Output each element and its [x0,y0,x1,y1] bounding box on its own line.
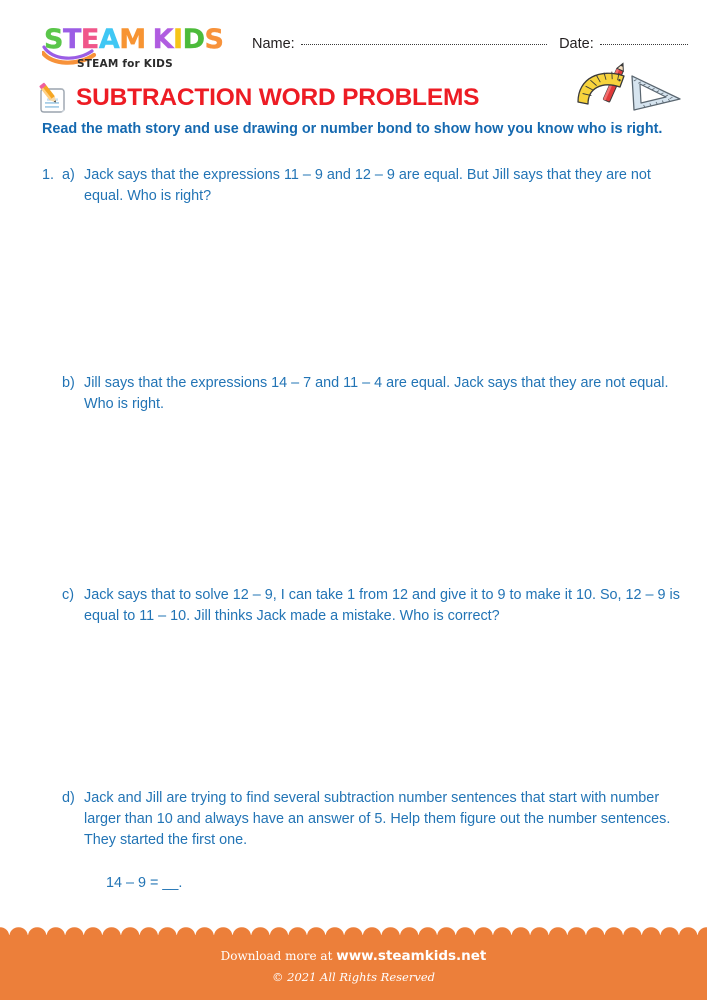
question-text: Jack says that to solve 12 – 9, I can take 1 from 12 and give it to 9 to make it 10. So, 12 – 9 is equal to 11 – 10. Jill thinks Jack made a mistake. Who is correct? [84,587,680,624]
question-text: Jack says that the expressions 11 – 9 and 12 – 9 are equal. But Jill says that they are not equal. Who is right? [84,167,651,204]
logo-letter-a-3: A [98,24,120,55]
question-1d [42,788,682,894]
footer-copyright: © 2021 All Rights Reserved [271,970,435,984]
question-letter: b) [62,375,75,391]
question-letter: c) [62,587,74,603]
date-label: Date: [559,36,594,52]
date-input-line[interactable] [600,43,688,45]
page-footer [0,935,707,1000]
name-label: Name: [252,36,295,52]
footer-download-line [0,947,707,966]
worksheet-title-row [36,78,479,118]
question-1b [42,373,682,415]
question-text: Jack and Jill are trying to find several subtraction number sentences that start with number larger than 10 and always have an answer of 5. Help them figure out the number sentences. They started the first one. [84,790,671,848]
question-1a [42,165,682,207]
footer-download-text: Download more at [220,949,333,963]
logo-letter-k-5: K [152,24,174,55]
question-number: 1. [42,167,55,183]
page-title: SUBTRACTION WORD PROBLEMS [76,84,480,111]
footer-content [0,935,707,987]
steam-kids-logo [44,26,234,72]
name-date-fields [252,36,692,60]
logo-letter-e-2: E [80,24,99,55]
question-text: Jill says that the expressions 14 – 7 and 11 – 4 are equal. Jack says that they are not equal. Who is right. [84,375,669,412]
instructions-text: Read the math story and use drawing or number bond to show how you know who is right. [42,121,663,137]
name-input-line[interactable] [301,43,547,45]
logo-wordmark [44,26,223,53]
logo-letter-i-6: I [173,24,183,55]
logo-letter-m-4: M [119,24,146,55]
footer-website-link[interactable]: www.steamkids.net [336,948,487,964]
logo-letter-s-0: S [44,24,63,55]
logo-tagline: STEAM for KIDS [77,58,173,70]
question-letter: d) [62,790,75,806]
logo-word-gap [146,26,153,53]
number-sentence-example: 14 – 9 = __. [106,875,183,891]
logo-letter-d-7: D [182,24,205,55]
question-letter: a) [62,167,75,183]
ruler-pencil-triangle-icon [566,60,688,116]
question-1c [42,585,687,627]
logo-letter-s-8: S [204,24,224,55]
notepad-pencil-icon [36,80,70,116]
logo-letter-t-1: T [62,24,81,55]
